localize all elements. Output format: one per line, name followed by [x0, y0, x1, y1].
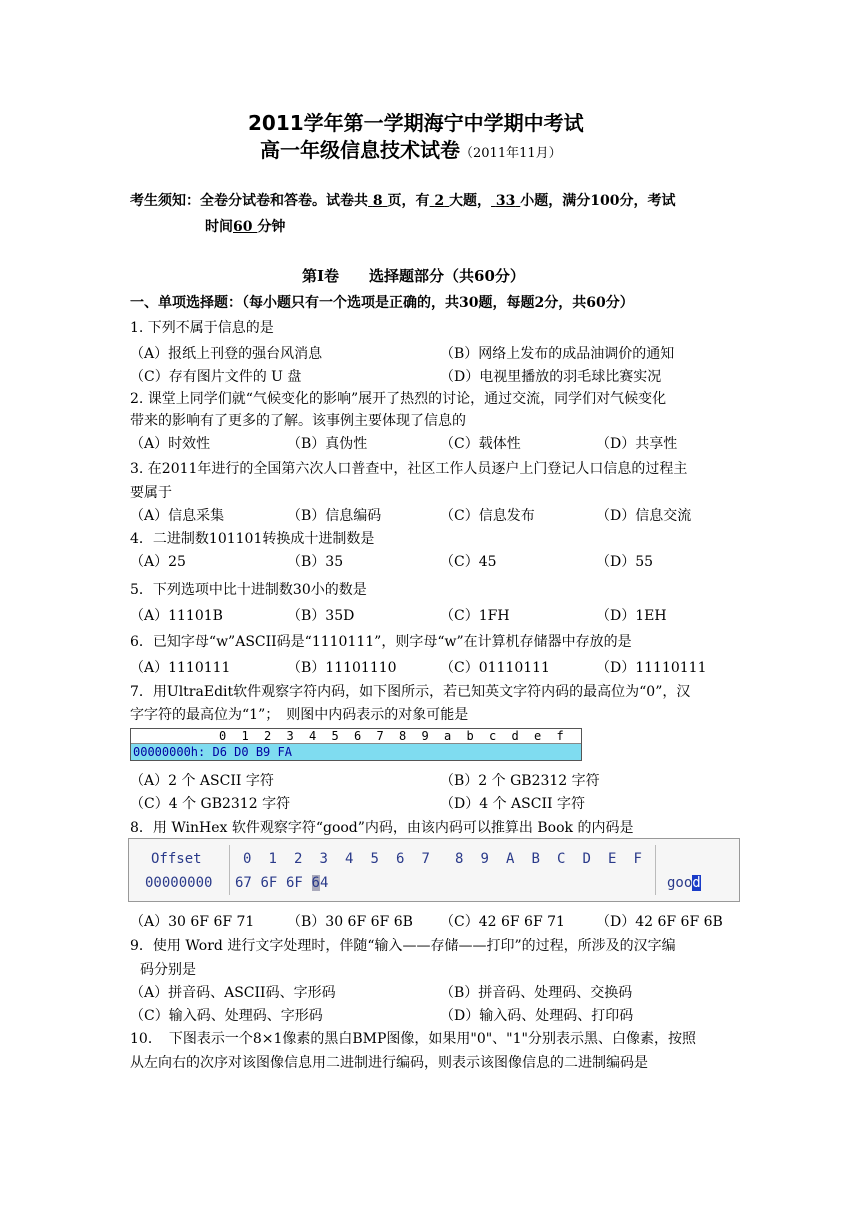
- q1-stem: 1. 下列不属于信息的是: [130, 320, 274, 336]
- q4-option-a: （A）25: [130, 554, 186, 570]
- winhex-hex-view: [128, 838, 740, 902]
- q7-option-c: （C）4 个 GB2312 字符: [130, 796, 291, 812]
- ultraedit-column-8: 8: [399, 729, 407, 743]
- q3-stem-line1: 3. 在2011年进行的全国第六次人口普查中，社区工作人员逐户上门登记人口信息的过程主: [130, 461, 688, 477]
- winhex-byte: 67: [235, 875, 252, 891]
- notice-text: 分钟: [257, 219, 286, 235]
- q2-option-a: （A）时效性: [130, 436, 211, 452]
- ultraedit-column-f: f: [556, 729, 564, 743]
- notice-text: 大题，: [449, 193, 491, 209]
- exam-notice: [130, 190, 675, 210]
- winhex-column-A: A: [506, 851, 515, 867]
- winhex-column-6: 6: [396, 851, 405, 867]
- q5-option-a: （A）11101B: [130, 608, 223, 624]
- q9-stem-line2: 码分别是: [140, 962, 196, 978]
- q2-option-b: （B）真伪性: [287, 436, 368, 452]
- q6-option-c: （C）01110111: [440, 660, 550, 676]
- q4-stem: 4．二进制数101101转换成十进制数是: [130, 531, 375, 547]
- q4-option-b: （B）35: [287, 554, 344, 570]
- q2-option-c: （C）载体性: [440, 436, 521, 452]
- section-title: 一、单项选择题：（每小题只有一个选项是正确的，共30题，每题2分，共60分）: [130, 295, 634, 311]
- q5-stem: 5．下列选项中比十进制数30小的数是: [130, 582, 367, 598]
- q2-option-d: （D）共享性: [596, 436, 678, 452]
- q7-option-b: （B）2 个 GB2312 字符: [440, 773, 600, 789]
- ultraedit-column-6: 6: [354, 729, 362, 743]
- ultraedit-column-3: 3: [286, 729, 294, 743]
- winhex-column-9: 9: [480, 851, 489, 867]
- winhex-text-pane: [667, 875, 701, 891]
- q7-option-a: （A）2 个 ASCII 字符: [130, 773, 274, 789]
- ultraedit-column-c: c: [489, 729, 497, 743]
- q7-option-d: （D）4 个 ASCII 字符: [440, 796, 585, 812]
- notice-text: 小题，满分100分，考试: [520, 193, 676, 209]
- q6-stem: 6．已知字母“w”ASCII码是“1110111”，则字母“w”在计算机存储器中存放的是: [130, 634, 632, 650]
- q1-option-d: （D）电视里播放的羽毛球比赛实况: [440, 369, 662, 385]
- winhex-text: goo: [667, 875, 693, 891]
- title-line1: 2011学年第一学期海宁中学期中考试: [248, 111, 584, 135]
- q10-stem-line2: 从左向右的次序对该图像信息用二进制进行编码，则表示该图像信息的二进制编码是: [130, 1055, 648, 1071]
- q6-option-d: （D）11110111: [596, 660, 707, 676]
- title-main: 高一年级信息技术试卷: [260, 138, 460, 162]
- ultraedit-column-0: 0: [219, 729, 227, 743]
- ultraedit-column-4: 4: [309, 729, 317, 743]
- winhex-byte: 64: [311, 875, 329, 891]
- notice-label: 考生须知：: [130, 193, 200, 209]
- winhex-column-B: B: [531, 851, 540, 867]
- winhex-column-5: 5: [370, 851, 379, 867]
- q10-stem-line1: 10． 下图表示一个8×1像素的黑白BMP图像，如果用"0"、"1"分别表示黑、白像素，按照: [130, 1031, 696, 1047]
- q9-option-d: （D）输入码、处理码、打印码: [440, 1008, 634, 1024]
- ultraedit-column-a: a: [444, 729, 452, 743]
- ultraedit-column-b: b: [466, 729, 474, 743]
- part1-title: 第Ⅰ卷 选择题部分（共60分）: [302, 267, 525, 285]
- ultraedit-column-9: 9: [421, 729, 429, 743]
- ultraedit-column-e: e: [534, 729, 542, 743]
- winhex-column-1: 1: [268, 851, 277, 867]
- q3-option-a: （A）信息采集: [130, 508, 225, 524]
- winhex-address: 00000000: [145, 875, 213, 891]
- winhex-column-4: 4: [345, 851, 354, 867]
- ultraedit-hex-row: 00000000h: D6 D0 B9 FA: [131, 744, 581, 760]
- q2-stem-line1: 2. 课堂上同学们就“气候变化的影响”展开了热烈的讨论，通过交流，同学们对气候变化: [130, 391, 667, 407]
- q9-option-b: （B）拼音码、处理码、交换码: [440, 985, 633, 1001]
- ultraedit-column-d: d: [511, 729, 519, 743]
- ultraedit-column-7: 7: [376, 729, 384, 743]
- notice-text: 时间: [205, 219, 233, 235]
- q4-option-d: （D）55: [596, 554, 654, 570]
- q9-option-a: （A）拼音码、ASCII码、字形码: [130, 985, 336, 1001]
- ultraedit-hex-view: [130, 728, 582, 761]
- winhex-byte: 6F: [286, 875, 303, 891]
- q7-stem-line1: 7．用UltraEdit软件观察字符内码，如下图所示，若已知英文字符内码的最高位为“0”，汉: [130, 684, 691, 700]
- notice-sections: 2: [434, 193, 445, 209]
- winhex-column-F: F: [633, 851, 642, 867]
- notice-questions: 33: [495, 193, 516, 209]
- winhex-column-C: C: [557, 851, 566, 867]
- ultraedit-column-2: 2: [264, 729, 272, 743]
- winhex-text-cursor: d: [692, 875, 701, 891]
- q1-option-c: （C）存有图片文件的 U 盘: [130, 369, 302, 385]
- title-date: （2011年11月）: [460, 146, 562, 161]
- ultraedit-column-header: [131, 729, 581, 744]
- q5-option-c: （C）1FH: [440, 608, 510, 624]
- q1-option-a: （A）报纸上刊登的强台风消息: [130, 346, 323, 362]
- winhex-byte: 6F: [260, 875, 278, 891]
- winhex-column-D: D: [582, 851, 591, 867]
- notice-text: 全卷分试卷和答卷。试卷共: [200, 193, 368, 209]
- q4-option-c: （C）45: [440, 554, 497, 570]
- q9-option-c: （C）输入码、处理码、字形码: [130, 1008, 323, 1024]
- notice-minutes: 60: [233, 219, 253, 235]
- q3-option-c: （C）信息发布: [440, 508, 535, 524]
- q5-option-b: （B）35D: [287, 608, 355, 624]
- winhex-column-7: 7: [421, 851, 430, 867]
- winhex-column-2: 2: [294, 851, 303, 867]
- winhex-column-8: 8: [455, 851, 464, 867]
- q8-option-d: （D）42 6F 6F 6B: [596, 914, 723, 930]
- q8-option-b: （B）30 6F 6F 6B: [287, 914, 413, 930]
- q3-option-b: （B）信息编码: [287, 508, 382, 524]
- winhex-column-E: E: [608, 851, 617, 867]
- winhex-offset-label: Offset: [151, 851, 202, 867]
- q8-option-a: （A）30 6F 6F 71: [130, 914, 255, 930]
- exam-notice-line2: [205, 216, 285, 236]
- ultraedit-column-1: 1: [241, 729, 249, 743]
- q2-stem-line2: 带来的影响有了更多的了解。该事例主要体现了信息的: [130, 413, 466, 429]
- q3-stem-line2: 要属于: [130, 485, 172, 501]
- q6-option-a: （A）1110111: [130, 660, 231, 676]
- winhex-column-3: 3: [319, 851, 328, 867]
- q8-stem: 8．用 WinHex 软件观察字符“good”内码，由该内码可以推算出 Book 的内码是: [130, 820, 634, 836]
- notice-pages: 8: [372, 193, 383, 209]
- winhex-column-0: 0: [243, 851, 252, 867]
- q3-option-d: （D）信息交流: [596, 508, 692, 524]
- title-line2: [260, 134, 562, 163]
- q7-stem-line2: 字字符的最高位为“1”； 则图中内码表示的对象可能是: [130, 707, 469, 723]
- q1-option-b: （B）网络上发布的成品油调价的通知: [440, 346, 675, 362]
- notice-text: 页，有: [387, 193, 430, 209]
- q5-option-d: （D）1EH: [596, 608, 667, 624]
- ultraedit-column-5: 5: [331, 729, 339, 743]
- q6-option-b: （B）11101110: [287, 660, 397, 676]
- q9-stem-line1: 9．使用 Word 进行文字处理时，伴随“输入——存储——打印”的过程，所涉及的汉字编: [130, 938, 676, 954]
- q8-option-c: （C）42 6F 6F 71: [440, 914, 565, 930]
